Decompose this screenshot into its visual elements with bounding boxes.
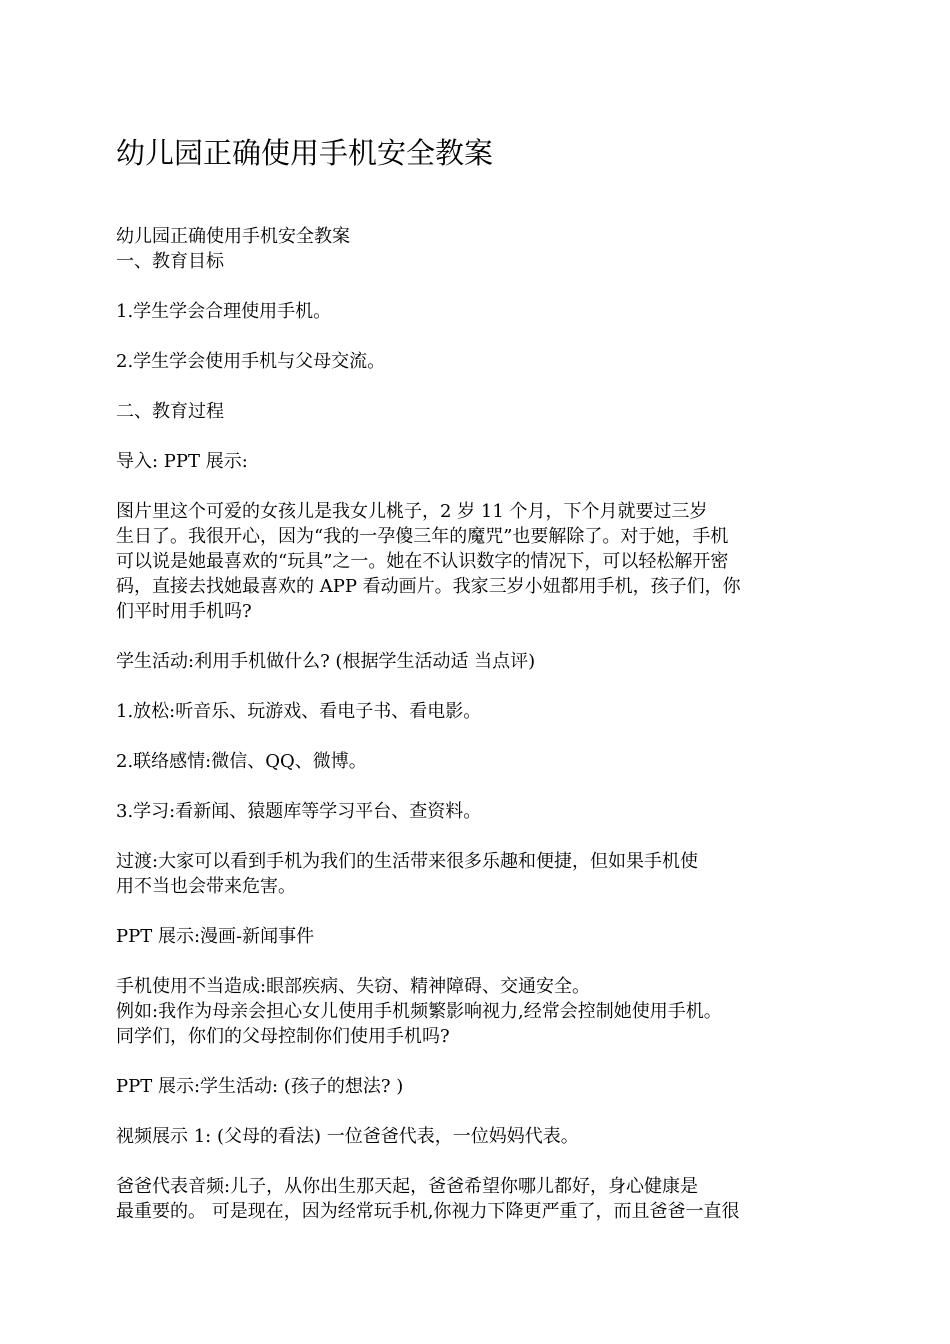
text-line: 例如:我作为母亲会担心女儿使用手机频繁影响视力,经常会控制她使用手机。 bbox=[116, 1001, 722, 1022]
text-line: PPT 展示:学生活动: (孩子的想法? ) bbox=[116, 1076, 404, 1097]
blank-line bbox=[116, 374, 806, 399]
document-body bbox=[116, 224, 806, 1224]
blank-line bbox=[116, 1049, 806, 1074]
blank-line bbox=[116, 774, 806, 799]
text-line: 2.学生学会使用手机与父母交流。 bbox=[116, 351, 386, 372]
text-line: 1.学生学会合理使用手机。 bbox=[116, 301, 332, 322]
text-line: 用不当也会带来危害。 bbox=[116, 876, 296, 897]
text-line: 二、教育过程 bbox=[116, 401, 224, 422]
document-title: 幼儿园正确使用手机安全教案 bbox=[116, 136, 494, 170]
text-line: PPT 展示:漫画-新闻事件 bbox=[116, 926, 315, 947]
text-line: 3.学习:看新闻、猿题库等学习平台、查资料。 bbox=[116, 801, 482, 822]
blank-line bbox=[116, 824, 806, 849]
text-line: 生日了。我很开心，因为“我的一孕傻三年的魔咒”也要解除了。对于她，手机 bbox=[116, 526, 729, 547]
blank-line bbox=[116, 324, 806, 349]
blank-line bbox=[116, 274, 806, 299]
blank-line bbox=[116, 674, 806, 699]
text-line: 最重要的。 可是现在，因为经常玩手机,你视力下降更严重了，而且爸爸一直很 bbox=[116, 1201, 740, 1222]
text-line: 同学们，你们的父母控制你们使用手机吗? bbox=[116, 1026, 450, 1047]
text-line: 们平时用手机吗? bbox=[116, 601, 252, 622]
text-line: 1.放松:听音乐、玩游戏、看电子书、看电影。 bbox=[116, 701, 482, 722]
blank-line bbox=[116, 1149, 806, 1174]
blank-line bbox=[116, 899, 806, 924]
text-line: 导入: PPT 展示: bbox=[116, 451, 248, 472]
text-line: 手机使用不当造成:眼部疾病、失窃、精神障碍、交通安全。 bbox=[116, 976, 591, 997]
blank-line bbox=[116, 424, 806, 449]
text-line: 图片里这个可爱的女孩儿是我女儿桃子，2 岁 11 个月，下个月就要过三岁 bbox=[116, 501, 708, 522]
text-line: 过渡:大家可以看到手机为我们的生活带来很多乐趣和便捷，但如果手机使 bbox=[116, 851, 699, 872]
blank-line bbox=[116, 624, 806, 649]
blank-line bbox=[116, 724, 806, 749]
text-line: 爸爸代表音频:儿子，从你出生那天起，爸爸希望你哪儿都好，身心健康是 bbox=[116, 1176, 699, 1197]
text-line: 视频展示 1: (父母的看法) 一位爸爸代表，一位妈妈代表。 bbox=[116, 1126, 579, 1147]
text-line: 幼儿园正确使用手机安全教案 bbox=[116, 226, 350, 247]
blank-line bbox=[116, 1099, 806, 1124]
text-line: 学生活动:利用手机做什么? (根据学生活动适 当点评) bbox=[116, 651, 536, 672]
blank-line bbox=[116, 949, 806, 974]
text-line: 码，直接去找她最喜欢的 APP 看动画片。我家三岁小妞都用手机，孩子们，你 bbox=[116, 576, 741, 597]
text-line: 可以说是她最喜欢的“玩具”之一。她在不认识数字的情况下，可以轻松解开密 bbox=[116, 551, 729, 572]
blank-line bbox=[116, 474, 806, 499]
text-line: 2.联络感情:微信、QQ、微博。 bbox=[116, 751, 367, 772]
text-line: 一、教育目标 bbox=[116, 251, 224, 272]
